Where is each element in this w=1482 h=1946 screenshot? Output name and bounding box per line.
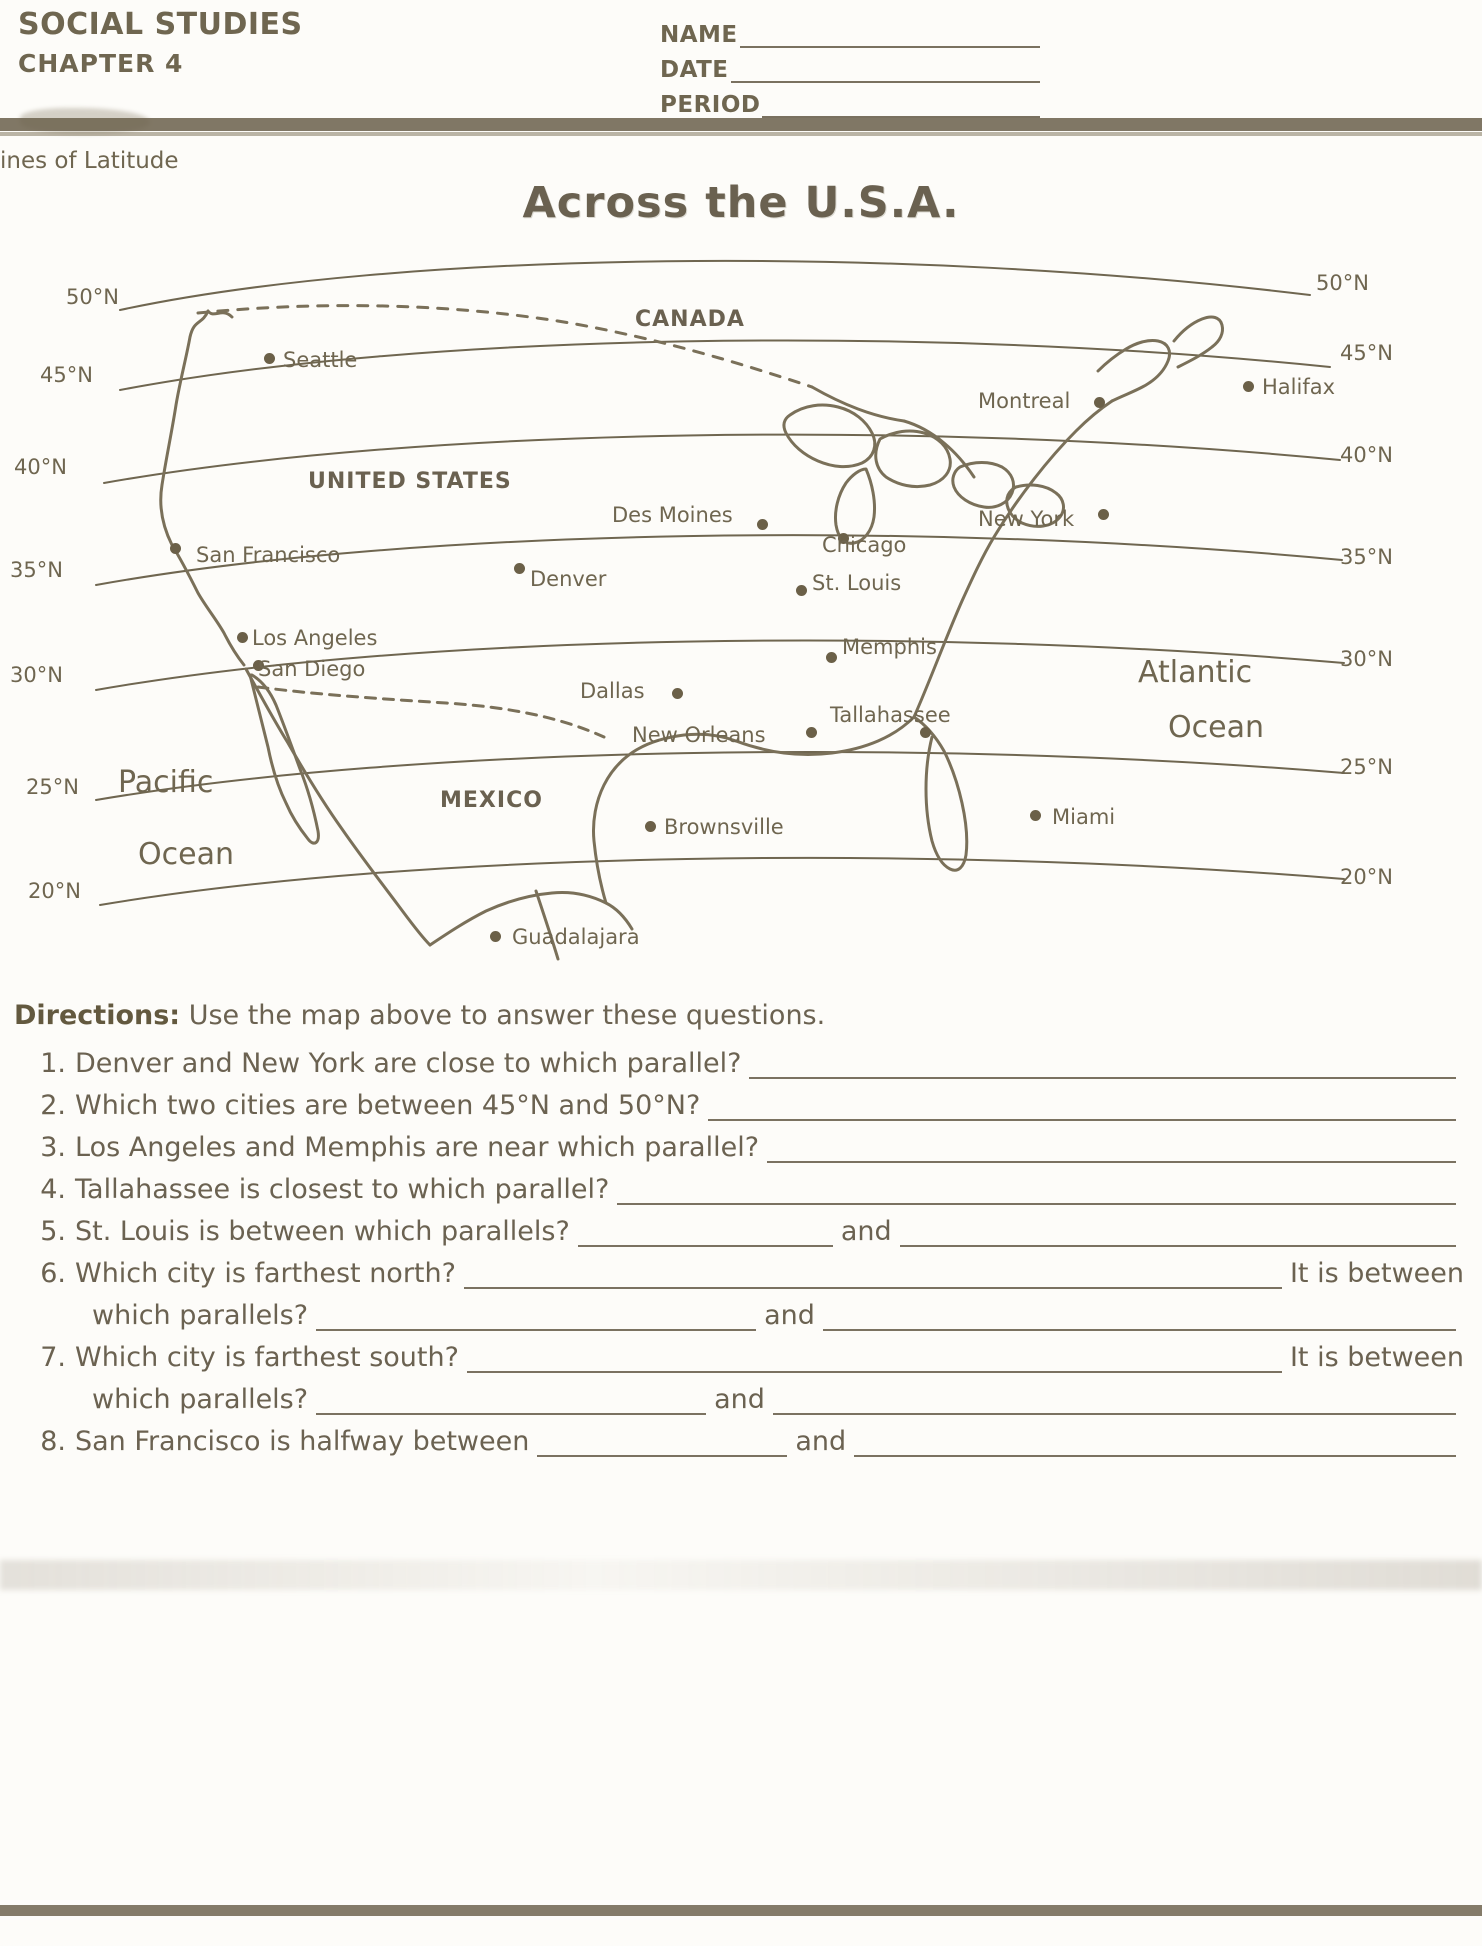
- parallel-40n: [104, 435, 1340, 483]
- map-title: Across the U.S.A.: [522, 178, 960, 228]
- answer-blank-second[interactable]: [900, 1223, 1456, 1247]
- ocean-label-atlantic-ocean: Ocean: [1168, 710, 1264, 745]
- city-label-tallahassee: Tallahassee: [830, 703, 951, 727]
- answer-blank[interactable]: [749, 1055, 1456, 1079]
- question-number: 5.: [40, 1216, 66, 1248]
- answer-blank-first[interactable]: [578, 1223, 833, 1247]
- name-label: NAME: [660, 22, 738, 48]
- header-left: [18, 6, 303, 79]
- city-dot-brownsville: [645, 821, 656, 832]
- question-number: 2.: [40, 1090, 66, 1122]
- city-dot-miami: [1030, 810, 1041, 821]
- city-label-los-angeles: Los Angeles: [252, 626, 378, 650]
- answer-blank[interactable]: [767, 1139, 1456, 1163]
- question-text: St. Louis is between which parallels?: [75, 1216, 570, 1248]
- question-text: Los Angeles and Memphis are near which parallel?: [75, 1132, 760, 1164]
- question-6-continuation: [14, 1300, 1464, 1331]
- city-label-new-orleans: New Orleans: [632, 723, 766, 747]
- chapter-title: CHAPTER 4: [18, 48, 184, 78]
- city-label-denver: Denver: [530, 567, 607, 591]
- question-number: 4.: [40, 1174, 66, 1206]
- city-label-des-moines: Des Moines: [612, 503, 733, 527]
- city-dot-des-moines: [757, 519, 768, 530]
- header-divider: [0, 118, 1482, 131]
- question-number: 1.: [40, 1048, 66, 1079]
- city-dot-seattle: [264, 353, 275, 364]
- city-label-san-diego: San Diego: [258, 657, 366, 681]
- ocean-label-atlantic: Atlantic: [1138, 655, 1253, 690]
- question-text: which parallels?: [92, 1384, 309, 1416]
- question-text: Denver and New York are close to which parallel?: [75, 1048, 742, 1079]
- question-5: [14, 1216, 1464, 1247]
- ocean-label-pacific: Pacific: [118, 765, 214, 800]
- question-connector: and: [840, 1216, 892, 1248]
- city-label-guadalajara: Guadalajara: [512, 925, 640, 949]
- footer-divider: [0, 1905, 1482, 1916]
- question-text: Tallahassee is closest to which parallel?: [75, 1174, 610, 1206]
- question-4: [14, 1174, 1464, 1205]
- city-label-seattle: Seattle: [283, 348, 358, 372]
- city-dot-denver: [514, 563, 525, 574]
- answer-blank-first[interactable]: [316, 1307, 756, 1331]
- period-field-row: [660, 92, 1040, 118]
- lat-label-40n-left: 40°N: [14, 455, 67, 479]
- city-label-dallas: Dallas: [580, 679, 645, 703]
- period-blank[interactable]: [762, 98, 1040, 118]
- period-label: PERIOD: [660, 92, 761, 118]
- question-number: 6.: [40, 1258, 66, 1290]
- name-field-row: [660, 22, 1040, 48]
- city-dot-montreal: [1094, 397, 1105, 408]
- lat-label-30n-left: 30°N: [10, 663, 63, 687]
- city-label-st-louis: St. Louis: [812, 571, 902, 595]
- parallel-50n: [120, 261, 1310, 310]
- question-7-continuation: [14, 1384, 1464, 1415]
- question-tail: It is between: [1289, 1258, 1464, 1290]
- city-label-miami: Miami: [1052, 805, 1116, 829]
- city-dot-new-orleans: [806, 727, 817, 738]
- answer-blank-second[interactable]: [823, 1307, 1456, 1331]
- date-field-row: [660, 57, 1040, 83]
- city-dot-new-york: [1098, 509, 1109, 520]
- lat-label-20n-right: 20°N: [1340, 865, 1393, 889]
- question-6: [14, 1258, 1464, 1289]
- lat-label-45n-left: 45°N: [40, 363, 93, 387]
- city-label-halifax: Halifax: [1262, 375, 1336, 399]
- country-label-mexico: MEXICO: [440, 788, 543, 813]
- lat-label-25n-left: 25°N: [26, 775, 79, 799]
- city-dot-memphis: [826, 652, 837, 663]
- directions: [14, 1000, 825, 1031]
- lat-label-50n-right: 50°N: [1316, 271, 1369, 295]
- city-dot-guadalajara: [490, 931, 501, 942]
- answer-blank[interactable]: [467, 1349, 1282, 1373]
- question-8: [14, 1426, 1464, 1457]
- city-label-memphis: Memphis: [842, 635, 937, 659]
- lat-label-50n-left: 50°N: [66, 285, 119, 309]
- header-fields: [660, 22, 1040, 127]
- answer-blank[interactable]: [708, 1097, 1456, 1121]
- answer-blank-second[interactable]: [773, 1391, 1456, 1415]
- parallel-25n: [96, 752, 1344, 800]
- city-label-chicago: Chicago: [822, 533, 907, 557]
- running-head: ines of Latitude: [0, 148, 179, 174]
- city-dot-st-louis: [796, 585, 807, 596]
- city-label-new-york: New York: [978, 507, 1075, 531]
- lat-label-35n-right: 35°N: [1340, 545, 1393, 569]
- question-7: [14, 1342, 1464, 1373]
- city-label-brownsville: Brownsville: [664, 815, 784, 839]
- lat-label-35n-left: 35°N: [10, 558, 63, 582]
- lat-label-45n-right: 45°N: [1340, 341, 1393, 365]
- city-label-san-francisco: San Francisco: [196, 543, 341, 567]
- scan-smudge: [0, 1560, 1482, 1590]
- lat-label-40n-right: 40°N: [1340, 443, 1393, 467]
- city-label-montreal: Montreal: [978, 389, 1071, 413]
- lat-label-30n-right: 30°N: [1340, 647, 1393, 671]
- question-tail: It is between: [1289, 1342, 1464, 1374]
- country-label-united-states: UNITED STATES: [308, 469, 512, 494]
- answer-blank-first[interactable]: [537, 1433, 787, 1457]
- country-label-canada: CANADA: [635, 307, 745, 332]
- date-label: DATE: [660, 57, 729, 83]
- question-connector: and: [764, 1300, 815, 1332]
- question-connector: and: [795, 1426, 847, 1458]
- question-text: Which city is farthest north?: [75, 1258, 456, 1290]
- city-dot-tallahassee: [920, 727, 931, 738]
- question-text: San Francisco is halfway between: [75, 1426, 530, 1458]
- question-1: [14, 1048, 1464, 1079]
- question-connector: and: [714, 1384, 765, 1416]
- answer-blank-first[interactable]: [316, 1391, 706, 1415]
- map-figure: [0, 255, 1482, 985]
- city-dot-san-francisco: [170, 543, 181, 554]
- question-text: Which city is farthest south?: [75, 1342, 459, 1374]
- question-3: [14, 1132, 1464, 1163]
- name-blank[interactable]: [740, 28, 1040, 48]
- question-number: 8.: [40, 1426, 66, 1458]
- subject-title: SOCIAL STUDIES: [18, 7, 303, 42]
- answer-blank[interactable]: [617, 1181, 1456, 1205]
- lat-label-25n-right: 25°N: [1340, 755, 1393, 779]
- directions-text: Use the map above to answer these questions.: [180, 1000, 826, 1031]
- city-dot-los-angeles: [237, 632, 248, 643]
- ocean-label-pacific-ocean: Ocean: [138, 837, 234, 872]
- question-2: [14, 1090, 1464, 1121]
- question-number: 3.: [40, 1132, 66, 1164]
- question-number: 7.: [40, 1342, 66, 1374]
- city-dot-halifax: [1243, 381, 1254, 392]
- question-text: which parallels?: [92, 1300, 309, 1332]
- header-divider-shadow: [0, 132, 1482, 136]
- question-text: Which two cities are between 45°N and 50°N?: [75, 1090, 701, 1122]
- map-svg: [0, 255, 1482, 985]
- directions-label: Directions:: [14, 1000, 181, 1031]
- answer-blank[interactable]: [464, 1265, 1282, 1289]
- parallel-20n: [100, 858, 1344, 905]
- city-dot-dallas: [672, 688, 683, 699]
- question-list: [14, 1048, 1464, 1468]
- date-blank[interactable]: [731, 63, 1040, 83]
- answer-blank-second[interactable]: [854, 1433, 1456, 1457]
- lat-label-20n-left: 20°N: [28, 879, 81, 903]
